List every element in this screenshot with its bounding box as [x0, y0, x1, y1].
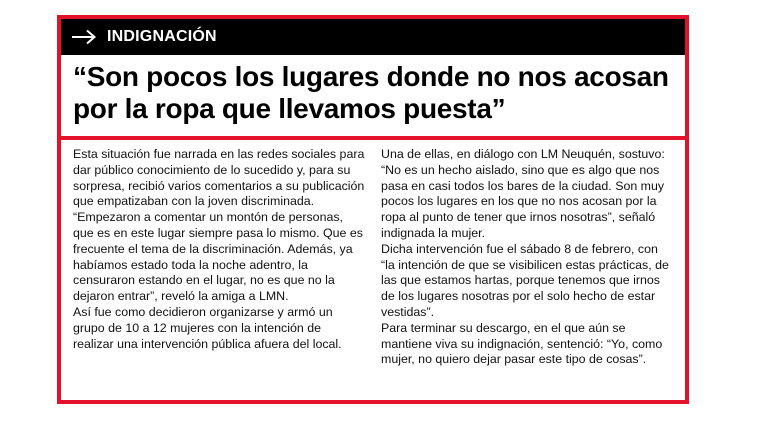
paragraph: Para terminar su descargo, en el que aún se mantiene viva su indignación, sentenció: “Yo, como mujer, no quiero dejar pasar este tipo de cosas”. — [381, 320, 663, 367]
paragraph: “Empezaron a comentar un montón de personas, que es en este lugar siempre pasa lo mismo. Que es frecuente el tema de la discriminación. Además, ya habíamos estado toda la noche adentro, la censuraron estando en el lugar, no es que no la dejaron entrar”, reveló la amiga a LMN. — [73, 210, 363, 304]
kicker-bar — [61, 19, 685, 55]
paragraph: Una de ellas, en diálogo con LM Neuquén, sostuvo: “No es un hecho aislado, sino que es algo que nos pasa en casi todos los bares de la ciudad. Son muy pocos los lugares en los que no nos acosan por la ropa al punto de tener que irnos nosotras”, señaló indignada la mujer. — [381, 147, 665, 240]
left-column — [73, 147, 365, 368]
headline: “Son pocos los lugares donde no nos acosan por la ropa que llevamos puesta” — [73, 61, 669, 124]
paragraph: Así fue como decidieron organizarse y armó un grupo de 10 a 12 mujeres con la intención de realizar una intervención pública afuera del local. — [73, 304, 342, 351]
kicker-label: INDIGNACIÓN — [107, 28, 217, 45]
arrow-right-icon — [71, 27, 99, 47]
body-columns — [73, 147, 673, 368]
paragraph: Dicha intervención fue el sábado 8 de febrero, con “la intención de que se visibilicen estas prácticas, de las que estamos hartas, porque tenemos que irnos de los lugares nosotras por el solo hecho de estar vestidas”. — [381, 241, 669, 319]
divider — [61, 136, 685, 140]
paragraph: Esta situación fue narrada en las redes sociales para dar público conocimiento de lo sucedido y, para su sorpresa, recibió varios comentarios a su publicación que empatizaban con la joven discriminada. — [73, 147, 365, 209]
right-column — [381, 147, 673, 368]
article-box — [57, 15, 689, 404]
